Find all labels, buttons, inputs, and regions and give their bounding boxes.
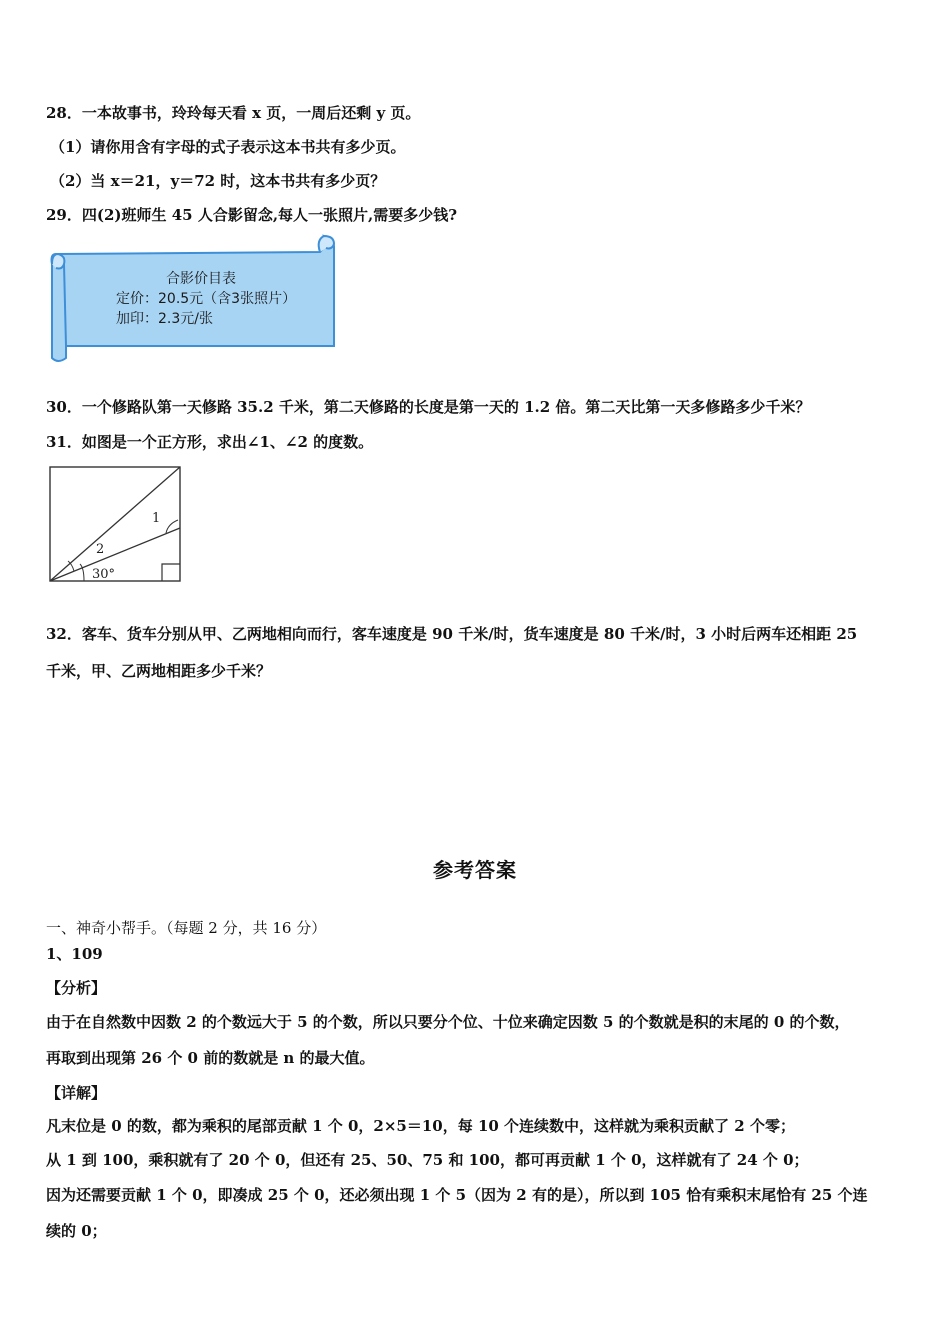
q32-line1: 32．客车、货车分别从甲、乙两地相向而行，客车速度是 90 千米/时，货车速度是 80 千米/时，3 小时后两车还相距 25 bbox=[46, 625, 858, 643]
q32-line2: 千米，甲、乙两地相距多少千米？ bbox=[46, 662, 272, 680]
q30-stem: 30．一个修路队第一天修路 35.2 千米，第二天修路的长度是第一天的 1.2 倍。第二天比第一天多修路多少千米？ bbox=[46, 398, 811, 416]
analysis-line-1: 由于在自然数中因数 2 的个数远大于 5 的个数，所以只要分个位、十位来确定因数 5 的个数就是积的末尾的 0 的个数， bbox=[46, 1013, 850, 1031]
detail-tag: 【详解】 bbox=[46, 1084, 107, 1102]
q28-part1: （1）请你用含有字母的式子表示这本书共有多少页。 bbox=[50, 138, 406, 156]
answer-item-1: 1、109 bbox=[46, 945, 103, 963]
diagonal-line bbox=[50, 467, 180, 581]
price-table-title: 合影价目表 bbox=[166, 271, 236, 287]
price-table-scroll bbox=[44, 234, 338, 366]
detail-line-1: 凡末位是 0 的数，都为乘积的尾部贡献 1 个 0，2×5＝10，每 10 个连续数中，这样就为乘积贡献了 2 个零； bbox=[46, 1117, 795, 1135]
price-table-extra: 加印：2.3元/张 bbox=[116, 311, 213, 327]
analysis-line-2: 再取到出现第 26 个 0 前的数就是 n 的最大值。 bbox=[46, 1049, 375, 1067]
q29-stem: 29．四(2)班师生 45 人合影留念,每人一张照片,需要多少钱? bbox=[46, 206, 458, 224]
angle-30-arc bbox=[80, 564, 84, 581]
detail-line-3: 因为还需要贡献 1 个 0，即凑成 25 个 0，还必须出现 1 个 5（因为 2 有的是），所以到 105 恰有乘积末尾恰有 25 个连 bbox=[46, 1186, 868, 1204]
detail-line-4: 续的 0； bbox=[46, 1222, 107, 1240]
square-figure bbox=[44, 464, 186, 586]
answers-title: 参考答案 bbox=[433, 858, 517, 882]
q28-stem: 28．一本故事书，玲玲每天看 x 页，一周后还剩 y 页。 bbox=[46, 104, 421, 122]
square-diagram bbox=[44, 464, 186, 586]
q31-stem: 31．如图是一个正方形，求出∠1、∠2 的度数。 bbox=[46, 433, 374, 451]
detail-line-2: 从 1 到 100，乘积就有了 20 个 0，但还有 25、50、75 和 100，都可再贡献 1 个 0，这样就有了 24 个 0； bbox=[46, 1151, 809, 1169]
price-table-price: 定价：20.5元（含3张照片） bbox=[116, 291, 297, 307]
analysis-tag: 【分析】 bbox=[46, 979, 107, 997]
angle-1-label: 1 bbox=[152, 511, 161, 526]
angle-2-label: 2 bbox=[96, 542, 105, 557]
right-angle-mark bbox=[162, 564, 180, 581]
q28-part2: （2）当 x＝21，y＝72 时，这本书共有多少页？ bbox=[50, 172, 386, 190]
answers-section-heading: 一、神奇小帮手。（每题 2 分，共 16 分） bbox=[46, 919, 327, 937]
angle-30-label: 30° bbox=[92, 567, 116, 582]
